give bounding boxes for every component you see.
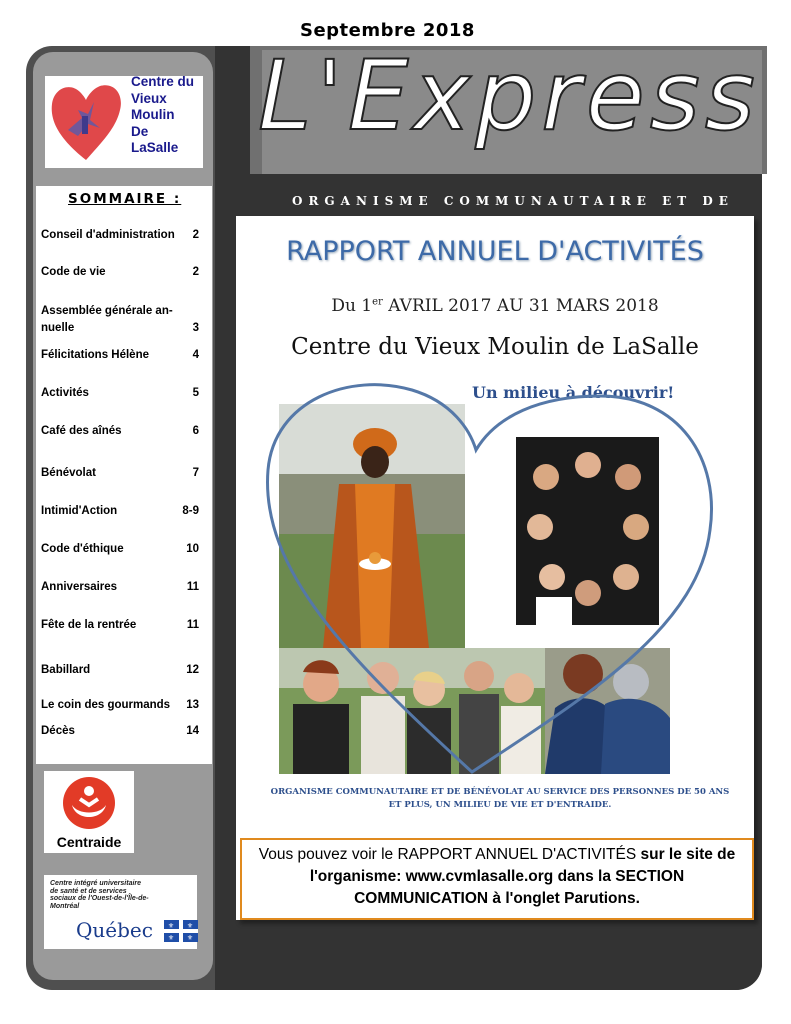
toc-item[interactable]: [41, 723, 203, 740]
masthead-title: L'Express: [258, 40, 760, 152]
centre-name: Centre du Vieux Moulin de LaSalle: [291, 334, 699, 360]
toc-page: 4: [192, 349, 199, 361]
toc-item[interactable]: [41, 579, 203, 596]
toc-label: Conseil d'administration: [41, 229, 175, 241]
toc-page: 12: [186, 664, 199, 676]
toc-label: Fête de la rentrée: [41, 619, 137, 631]
cover-caption: [270, 786, 730, 812]
dates-sup: er: [372, 296, 383, 308]
toc-label: Anniversaires: [41, 581, 118, 593]
windmill-heart-logo-icon: [48, 80, 124, 162]
toc-page: 2: [192, 266, 199, 278]
toc-title: SOMMAIRE :: [68, 191, 182, 207]
toc-item[interactable]: [41, 465, 203, 482]
toc-item[interactable]: [41, 617, 203, 634]
issue-date: Septembre 2018: [300, 20, 475, 41]
logo-line: De: [131, 123, 149, 139]
toc-item[interactable]: [41, 541, 203, 558]
toc-label: Le coin des gourmands: [41, 699, 171, 711]
toc-item[interactable]: [41, 227, 203, 244]
heart-outline-icon: [240, 360, 740, 780]
quebec-wordmark: Québec: [76, 918, 153, 942]
toc-page: 5: [192, 387, 199, 399]
toc-page: 14: [186, 725, 199, 737]
toc-label: Intimid'Action: [41, 505, 118, 517]
toc-page: 7: [192, 467, 199, 479]
svg-text:⚜: ⚜: [186, 923, 194, 930]
notice-part: Vous pouvez voir le: [258, 846, 398, 863]
logo-line: Moulin: [131, 107, 175, 122]
notice-text: [246, 844, 748, 910]
toc-label: Bénévolat: [41, 467, 96, 479]
toc-item[interactable]: [41, 347, 203, 364]
centraide-logo-icon: [50, 775, 128, 833]
svg-text:⚜: ⚜: [167, 923, 175, 930]
toc-page: 13: [186, 699, 199, 711]
notice-part-strong: RAPPORT ANNUEL D'ACTIVITÉS: [397, 846, 637, 863]
toc-label: Code d'éthique: [41, 543, 124, 555]
toc-page: 3: [192, 322, 199, 334]
caption-line: ORGANISME COMMUNAUTAIRE ET DE BÉNÉVOLAT AU SERVICE DES PERSONNES DE 50 ANS: [270, 787, 730, 797]
toc-item[interactable]: [41, 423, 203, 440]
toc-label: Assemblée générale an-nuelle: [41, 305, 173, 334]
svg-text:⚜: ⚜: [186, 935, 194, 942]
quebec-flag-icon: [164, 920, 198, 942]
toc-page: 10: [186, 543, 199, 555]
toc-page: 8-9: [182, 505, 199, 517]
toc-label: Félicitations Hélène: [41, 349, 150, 361]
toc-label: Activités: [41, 387, 89, 399]
org-subtitle: ORGANISME COMMUNAUTAIRE ET DE: [292, 194, 734, 208]
dates-prefix: Du 1: [331, 296, 373, 316]
svg-text:⚜: ⚜: [167, 935, 175, 942]
ciusss-text: Centre intégré universitaire de santé et de services sociaux de l'Ouest-de-l'Île-de-Montréal: [50, 880, 149, 910]
toc-page: 2: [192, 229, 199, 241]
toc-page: 6: [192, 425, 199, 437]
toc-label: Babillard: [41, 664, 91, 676]
tagline: Un milieu à découvrir!: [472, 383, 675, 402]
toc-item[interactable]: [41, 662, 203, 679]
logo-line: LaSalle: [131, 140, 179, 155]
toc-item[interactable]: [41, 264, 203, 281]
toc-label: Code de vie: [41, 266, 106, 278]
toc-item[interactable]: [41, 503, 203, 520]
toc-item[interactable]: [41, 697, 203, 714]
dates-suffix: AVRIL 2017 AU 31 MARS 2018: [382, 296, 659, 316]
toc-label: Décès: [41, 725, 75, 737]
notice-part: sur le site de l'organisme: www.cvmlasalle.org dans la SECTION COMMUNICATION à l'onglet Parutions.: [309, 846, 736, 907]
toc-item[interactable]: [41, 303, 181, 337]
logo-text: [131, 74, 194, 157]
logo-line: Centre du: [131, 74, 195, 89]
centraide-label: Centraide: [56, 834, 122, 850]
toc-item[interactable]: [41, 385, 203, 402]
caption-line: ET PLUS, UN MILIEU DE VIE ET D'ENTRAIDE.: [388, 800, 612, 810]
logo-line: Vieux: [131, 90, 167, 106]
report-dates: [236, 296, 754, 316]
toc-page: 11: [186, 581, 199, 593]
report-title: RAPPORT ANNUEL D'ACTIVITÉS: [286, 236, 704, 267]
toc-page: 11: [186, 619, 199, 631]
toc-label: Café des aînés: [41, 425, 122, 437]
